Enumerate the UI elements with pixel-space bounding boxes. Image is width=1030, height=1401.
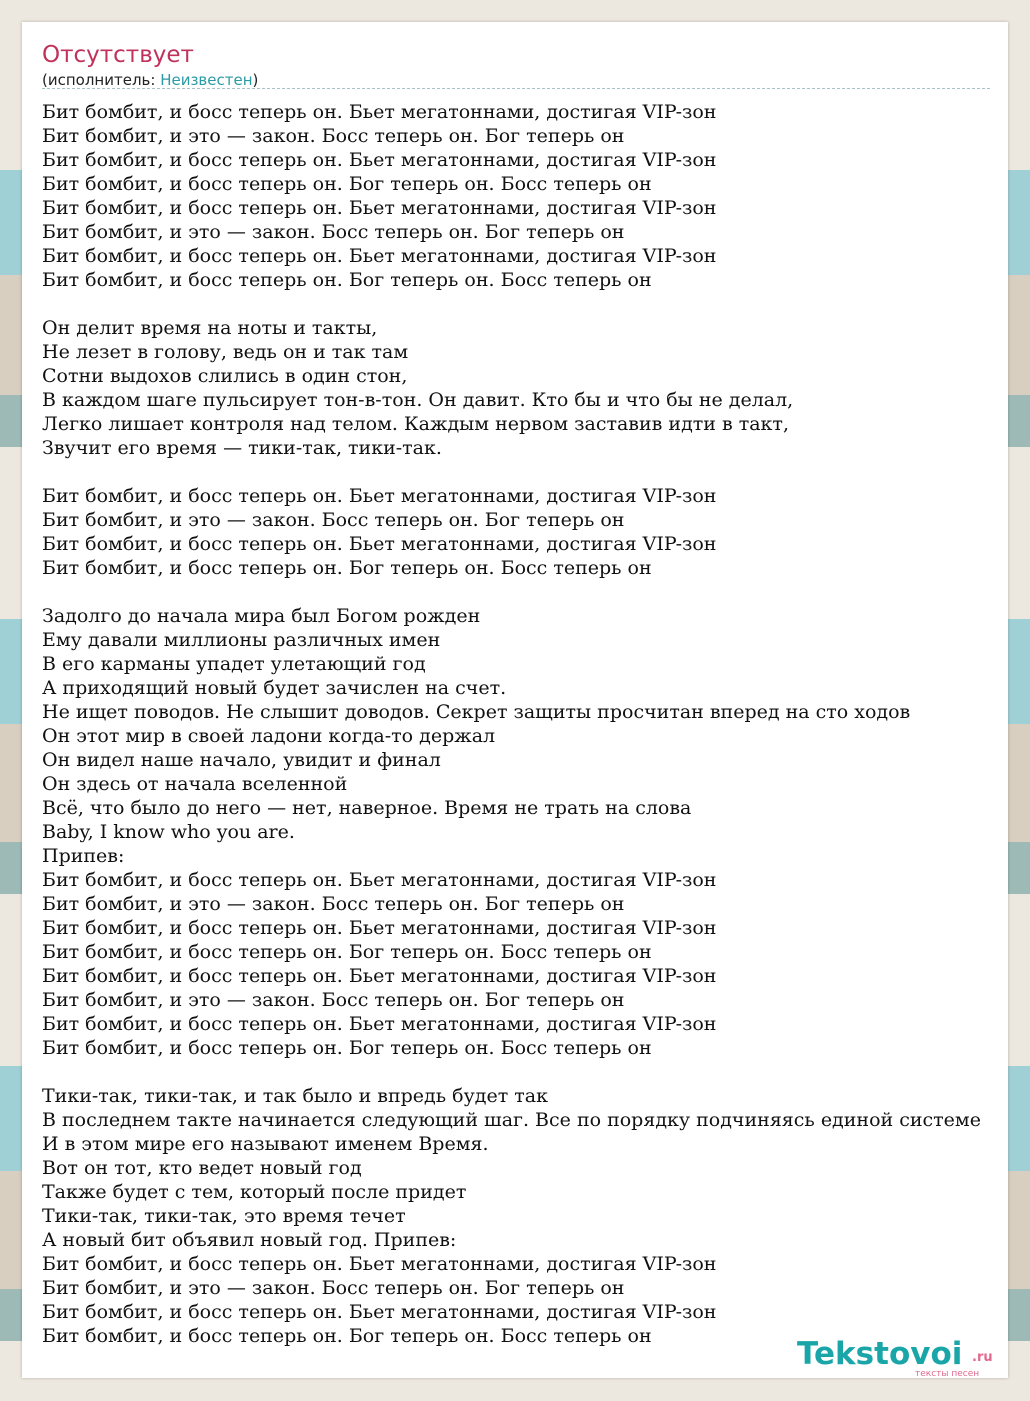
lyric-line: Сотни выдохов слились в один стон, [42,365,408,387]
lyric-line: Не ищет поводов. Не слышит доводов. Секрет защиты просчитан вперед на сто ходов [42,701,911,723]
lyric-line: Бит бомбит, и босс теперь он. Бьет мегатоннами, достигая VIP-зон [42,1253,717,1275]
lyric-line: Бит бомбит, и босс теперь он. Бьет мегатоннами, достигая VIP-зон [42,485,717,507]
logo-name: Tekstovoi [797,1336,963,1372]
lyric-line: Он делит время на ноты и такты, [42,317,378,339]
lyric-line: Бит бомбит, и босс теперь он. Бог теперь он. Босс теперь он [42,941,652,963]
lyric-line: Припев: [42,845,125,867]
lyric-line: Тики-так, тики-так, это время течет [42,1205,406,1227]
lyric-line: Бит бомбит, и это — закон. Босс теперь он. Бог теперь он [42,893,625,915]
lyric-line: Бит бомбит, и это — закон. Босс теперь он. Бог теперь он [42,989,625,1011]
lyric-line: Бит бомбит, и босс теперь он. Бог теперь он. Босс теперь он [42,1325,652,1347]
lyric-line: Всё, что было до него — нет, наверное. Время не трать на слова [42,797,692,819]
lyric-blank-line [42,1060,1008,1084]
lyric-line: Бит бомбит, и босс теперь он. Бьет мегатоннами, достигая VIP-зон [42,149,717,171]
lyric-line: Бит бомбит, и босс теперь он. Бог теперь он. Босс теперь он [42,1037,652,1059]
artist-line [42,71,258,89]
header-divider [42,88,990,89]
lyric-line: Бит бомбит, и это — закон. Босс теперь он. Бог теперь он [42,509,625,531]
lyric-line: Звучит его время — тики-так, тики-так. [42,437,442,459]
lyric-line: Также будет с тем, который после придет [42,1181,467,1203]
lyric-blank-line [42,460,1008,484]
lyric-line: Бит бомбит, и босс теперь он. Бьет мегатоннами, достигая VIP-зон [42,869,717,891]
lyric-line: Бит бомбит, и босс теперь он. Бьет мегатоннами, достигая VIP-зон [42,197,717,219]
artist-suffix: ) [252,71,259,89]
lyric-line: Бит бомбит, и босс теперь он. Бьет мегатоннами, достигая VIP-зон [42,965,717,987]
lyric-line: Бит бомбит, и босс теперь он. Бог теперь он. Босс теперь он [42,557,652,579]
lyric-line: Вот он тот, кто ведет новый год [42,1157,362,1179]
lyric-line: В его карманы упадет улетающий год [42,653,426,675]
lyric-line: Бит бомбит, и это — закон. Босс теперь он. Бог теперь он [42,1277,625,1299]
lyric-line: В каждом шаге пульсирует тон-в-тон. Он давит. Кто бы и что бы не делал, [42,389,794,411]
lyric-line: Бит бомбит, и босс теперь он. Бог теперь он. Босс теперь он [42,269,652,291]
lyric-line: Бит бомбит, и босс теперь он. Бьет мегатоннами, достигая VIP-зон [42,1013,717,1035]
lyric-blank-line [42,292,1008,316]
lyric-line: В последнем такте начинается следующий шаг. Все по порядку подчиняясь единой системе [42,1109,981,1131]
lyric-blank-line [42,580,1008,604]
lyric-line: Бит бомбит, и босс теперь он. Бьет мегатоннами, достигая VIP-зон [42,1301,717,1323]
lyric-line: Он этот мир в своей ладони когда-то держал [42,725,496,747]
lyric-line: Бит бомбит, и босс теперь он. Бог теперь он. Босс теперь он [42,173,652,195]
lyric-line: Он видел наше начало, увидит и финал [42,749,441,771]
lyric-line: Baby, I know who you are. [42,821,295,843]
logo-tld: .ru [972,1350,993,1365]
lyric-line: Ему давали миллионы различных имен [42,629,441,651]
lyrics-text [42,100,1008,1348]
lyric-line: Легко лишает контроля над телом. Каждым нервом заставив идти в такт, [42,413,789,435]
lyric-line: Тики-так, тики-так, и так было и впредь будет так [42,1085,548,1107]
lyric-line: Бит бомбит, и это — закон. Босс теперь он. Бог теперь он [42,221,625,243]
lyric-line: Он здесь от начала вселенной [42,773,348,795]
lyric-line: А новый бит объявил новый год. Припев: [42,1229,457,1251]
lyric-line: Задолго до начала мира был Богом рожден [42,605,481,627]
artist-link[interactable]: Неизвестен [160,71,253,89]
logo-tagline: тексты песен [915,1369,980,1378]
site-logo[interactable] [797,1336,1007,1376]
lyric-line: Бит бомбит, и босс теперь он. Бьет мегатоннами, достигая VIP-зон [42,917,717,939]
lyric-line: А приходящий новый будет зачислен на счет. [42,677,507,699]
lyric-line: И в этом мире его называют именем Время. [42,1133,489,1155]
lyric-line: Бит бомбит, и босс теперь он. Бьет мегатоннами, достигая VIP-зон [42,101,717,123]
artist-prefix: (исполнитель: [42,71,161,89]
lyric-line: Бит бомбит, и босс теперь он. Бьет мегатоннами, достигая VIP-зон [42,245,717,267]
lyric-line: Бит бомбит, и это — закон. Босс теперь он. Бог теперь он [42,125,625,147]
lyric-line: Бит бомбит, и босс теперь он. Бьет мегатоннами, достигая VIP-зон [42,533,717,555]
song-title: Отсутствует [42,42,194,68]
lyric-line: Не лезет в голову, ведь он и так там [42,341,409,363]
lyrics-card [22,22,1008,1378]
